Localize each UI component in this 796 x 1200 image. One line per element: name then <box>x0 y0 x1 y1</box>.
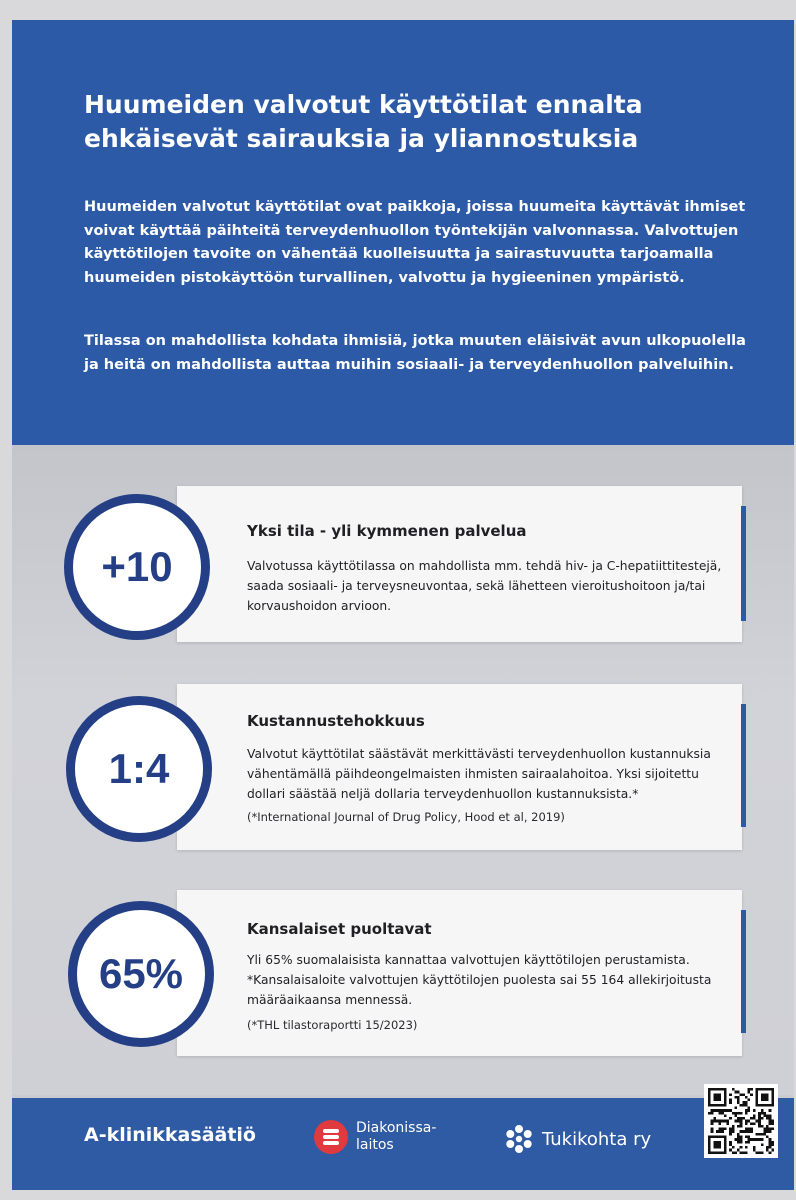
snowflake-icon <box>504 1124 534 1154</box>
intro-paragraph-1: Huumeiden valvotut käyttötilat ovat paikkoja, joissa huumeita käyttävät ihmiset voivat käyttää päihteitä terveydenhuollon työntekijän valvonnassa. Valvottujen käyttötilojen tavoite on vähentää kuolleisuutta ja sairastuvuutta tarjoamalla huumeiden pistokäyttöön turvallinen, valvottu ja hygieeninen ympäristö. <box>84 199 746 286</box>
diakonissalaitos-mark-icon <box>314 1120 348 1154</box>
badge-circle-support: 65% <box>68 901 214 1047</box>
card-accent-bar <box>741 910 746 1033</box>
card-title: Yksi tila - yli kymmenen palvelua <box>247 522 527 540</box>
fact-card-services <box>177 486 742 642</box>
diakonissalaitos-name: Diakonissa- laitos <box>356 1120 437 1153</box>
card-source-note: (*THL tilastoraportti 15/2023) <box>247 1018 418 1032</box>
intro-paragraph-2: Tilassa on mahdollista kohdata ihmisiä, jotka muuten eläisivät avun ulkopuolella ja heitä on mahdollista auttaa muihin sosiaali- ja terveydenhuollon palveluihin. <box>84 333 746 373</box>
badge-circle-services: +10 <box>64 494 210 640</box>
badge-circle-cost: 1:4 <box>66 696 212 842</box>
card-text: Valvotussa käyttötilassa on mahdollista mm. tehdä hiv- ja C-hepatiittitestejä, saada sosiaali- ja terveysneuvontaa, sekä lähetteen vieroitushoitoon ja/tai korvaushoidon arvioon. <box>247 559 722 613</box>
card-text: Valvotut käyttötilat säästävät merkittävästi terveydenhuollon kustannuksia vähentämällä päihdeongelmaisten ihmisten sairaalahoitoa. Yksi sijoitettu dollari säästää neljä dollaria terveydenhuollon kustannuksista.* <box>247 747 711 801</box>
card-source-note: (*International Journal of Drug Policy, Hood et al, 2019) <box>247 810 565 824</box>
card-title: Kustannustehokkuus <box>247 712 425 730</box>
fact-card-support <box>177 890 742 1056</box>
tukikohta-name: Tukikohta ry <box>542 1129 652 1150</box>
card-title: Kansalaiset puoltavat <box>247 920 432 938</box>
fact-card-cost <box>177 684 742 850</box>
footer-logos <box>12 1098 794 1190</box>
header-section <box>12 20 794 445</box>
page-title: Huumeiden valvotut käyttötilat ennalta ehkäisevät sairauksia ja yliannostuksia <box>84 90 643 153</box>
logo-a-klinikkasaatio: A-klinikkasäätiö <box>84 1124 256 1146</box>
card-text: Yli 65% suomalaisista kannattaa valvottujen käyttötilojen perustamista. *Kansalaisaloite valvottujen käyttötilojen puolesta sai 55 164 allekirjoitusta määräaikaansa mennessä. <box>247 953 712 1007</box>
qr-code-icon[interactable] <box>704 1084 778 1158</box>
card-accent-bar <box>741 704 746 827</box>
poster <box>12 20 794 1190</box>
card-accent-bar <box>741 506 746 621</box>
